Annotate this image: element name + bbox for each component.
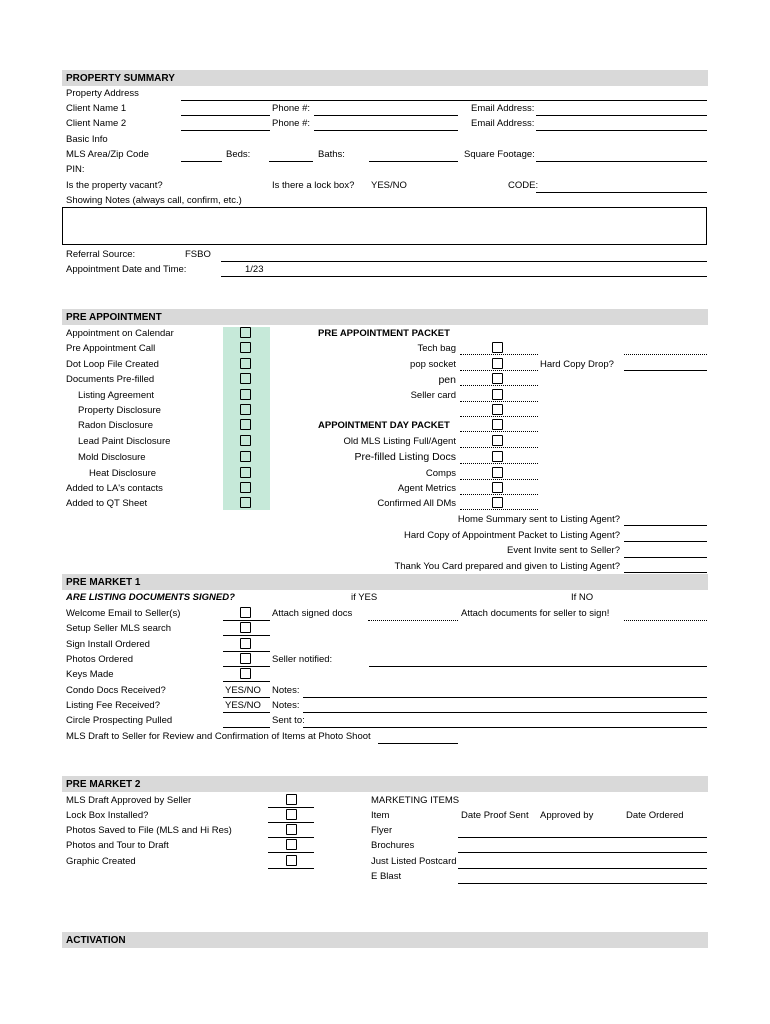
checkbox[interactable] (286, 809, 297, 820)
pre-appt-item: Added to LA's contacts (66, 483, 163, 494)
baths-field[interactable] (369, 161, 458, 162)
checkbox[interactable] (240, 342, 251, 353)
label-if-yes: if YES (351, 592, 378, 603)
property-address-field[interactable] (181, 100, 707, 101)
lockbox-yesno[interactable]: YES/NO (371, 180, 407, 191)
client-name-1-field[interactable] (181, 115, 270, 116)
label-property-address: Property Address (66, 88, 139, 99)
label-basic-info: Basic Info (66, 134, 108, 145)
mls-area-field[interactable] (181, 161, 222, 162)
pre-appt-item: Added to QT Sheet (66, 498, 148, 509)
pm1-item: Listing Fee Received? (66, 700, 160, 711)
pre-appt-item: Documents Pre-filled (66, 374, 155, 385)
checkbox[interactable] (240, 497, 251, 508)
col-header-item: Item (371, 810, 390, 821)
section-header-pre-appointment: PRE APPOINTMENT (62, 309, 708, 325)
label-hard-copy-drop: Hard Copy Drop? (540, 359, 614, 370)
packet-item: Seller card (410, 390, 456, 401)
referral-source-field[interactable] (221, 261, 707, 262)
checkbox[interactable] (286, 855, 297, 866)
square-footage-field[interactable] (536, 161, 707, 162)
label-client-name-1: Client Name 1 (66, 103, 127, 114)
label-appointment-date: Appointment Date and Time: (66, 264, 187, 275)
checkbox[interactable] (240, 419, 251, 430)
checkbox[interactable] (240, 467, 251, 478)
pm2-item: Graphic Created (66, 856, 136, 867)
pm1-item: Circle Prospecting Pulled (66, 715, 173, 726)
divider-line (624, 354, 707, 355)
checkbox[interactable] (286, 839, 297, 850)
checkbox[interactable] (492, 404, 503, 415)
showing-notes-box[interactable] (62, 207, 707, 245)
divider-line (460, 416, 538, 417)
answer-field[interactable] (624, 557, 707, 558)
label-showing-notes: Showing Notes (always call, confirm, etc.) (66, 195, 242, 206)
label-seller-notified: Seller notified: (272, 654, 333, 665)
answer-field[interactable] (624, 541, 707, 542)
question-home-summary: Home Summary sent to Listing Agent? (457, 514, 620, 525)
pm2-item: Photos and Tour to Draft (66, 840, 169, 851)
condo-docs-yesno[interactable]: YES/NO (225, 685, 261, 696)
section-header-property-summary: PROPERTY SUMMARY (62, 70, 708, 86)
checkbox[interactable] (240, 327, 251, 338)
checkbox[interactable] (240, 653, 251, 664)
pm1-item: MLS Draft to Seller for Review and Confirmation of Items at Photo Shoot (66, 731, 371, 742)
divider-line (223, 620, 270, 621)
marketing-item: Brochures (371, 840, 415, 851)
marketing-row-field[interactable] (458, 852, 707, 853)
code-field[interactable] (536, 192, 707, 193)
packet-item: Tech bag (417, 343, 456, 354)
checkbox[interactable] (240, 607, 251, 618)
checkbox[interactable] (492, 373, 503, 384)
checkbox[interactable] (240, 373, 251, 384)
day-packet-item: Confirmed All DMs (377, 498, 456, 509)
day-packet-item: Comps (425, 468, 456, 479)
marketing-row-field[interactable] (458, 868, 707, 869)
packet-item: pen (438, 374, 456, 386)
label-notes: Notes: (272, 685, 300, 696)
section-header-pre-market-2: PRE MARKET 2 (62, 776, 708, 792)
divider-line (223, 666, 270, 667)
col-header-approved: Approved by (540, 810, 594, 821)
label-square-footage: Square Footage: (464, 149, 535, 160)
hard-copy-drop-field[interactable] (624, 370, 707, 371)
divider-line (223, 635, 270, 636)
checkbox[interactable] (492, 451, 503, 462)
label-client-name-2: Client Name 2 (66, 118, 127, 129)
answer-field[interactable] (624, 572, 707, 573)
pm1-item: Photos Ordered (66, 654, 134, 665)
listing-fee-notes-field[interactable] (303, 712, 707, 713)
label-pin: PIN: (66, 164, 85, 175)
checkbox[interactable] (286, 794, 297, 805)
pre-appt-item: Listing Agreement (78, 390, 155, 401)
marketing-item: Flyer (371, 825, 393, 836)
checkbox[interactable] (240, 622, 251, 633)
divider-line (268, 822, 314, 823)
checkbox[interactable] (240, 451, 251, 462)
referral-source-value: FSBO (185, 249, 211, 260)
checkbox[interactable] (240, 638, 251, 649)
marketing-row-field[interactable] (458, 837, 707, 838)
pm1-item: Setup Seller MLS search (66, 623, 172, 634)
phone-1-field[interactable] (314, 115, 458, 116)
listing-fee-yesno[interactable]: YES/NO (225, 700, 261, 711)
checkbox[interactable] (240, 668, 251, 679)
section-header-activation: ACTIVATION (62, 932, 708, 948)
pre-appt-item: Radon Disclosure (78, 420, 153, 431)
seller-notified-field[interactable] (369, 666, 707, 667)
pre-appt-item: Property Disclosure (78, 405, 161, 416)
divider-line (268, 868, 314, 869)
divider-line (223, 697, 270, 698)
pre-appt-item: Heat Disclosure (89, 468, 157, 479)
sent-to-field[interactable] (303, 727, 707, 728)
label-attach-signed: Attach signed docs (272, 608, 353, 619)
divider-line (268, 837, 314, 838)
pre-appt-item: Mold Disclosure (78, 452, 146, 463)
pm1-item: Sign Install Ordered (66, 639, 150, 650)
client-name-2-field[interactable] (181, 130, 270, 131)
divider-line (460, 385, 538, 386)
divider-line (460, 509, 538, 510)
marketing-row-field[interactable] (458, 883, 707, 884)
divider-line (223, 651, 270, 652)
packet-item: pop socket (410, 359, 456, 370)
checkbox[interactable] (240, 482, 251, 493)
marketing-item: Just Listed Postcard (371, 856, 457, 867)
checkbox[interactable] (492, 389, 503, 400)
signed-question: ARE LISTING DOCUMENTS SIGNED? (66, 592, 235, 603)
marketing-items-title: MARKETING ITEMS (371, 795, 460, 806)
label-email-1: Email Address: (471, 103, 535, 114)
label-phone-2: Phone #: (272, 118, 311, 129)
label-attach-for-sign: Attach documents for seller to sign! (461, 608, 610, 619)
pm1-item: Keys Made (66, 669, 114, 680)
divider-line (460, 494, 538, 495)
section-header-pre-market-1: PRE MARKET 1 (62, 574, 708, 590)
checkbox[interactable] (492, 358, 503, 369)
checkbox[interactable] (492, 419, 503, 430)
question-event-invite: Event Invite sent to Seller? (506, 545, 620, 556)
checkbox[interactable] (492, 482, 503, 493)
divider-line (223, 712, 270, 713)
label-referral-source: Referral Source: (66, 249, 136, 260)
beds-field[interactable] (269, 161, 313, 162)
label-sent-to: Sent to: (272, 715, 305, 726)
condo-notes-field[interactable] (303, 697, 707, 698)
pre-appt-item: Pre Appointment Call (66, 343, 156, 354)
pre-appt-item: Dot Loop File Created (66, 359, 159, 370)
label-beds: Beds: (226, 149, 251, 160)
checkbox[interactable] (492, 342, 503, 353)
checkbox[interactable] (240, 389, 251, 400)
marketing-item: E Blast (371, 871, 402, 882)
day-packet-item: Pre-filled Listing Docs (354, 451, 456, 463)
attach-signed-field[interactable] (368, 620, 458, 621)
checkbox[interactable] (240, 404, 251, 415)
day-packet-item: Old MLS Listing Full/Agent (343, 436, 456, 447)
pre-appt-item: Lead Paint Disclosure (78, 436, 171, 447)
label-vacant: Is the property vacant? (66, 180, 163, 191)
pm2-item: Lock Box Installed? (66, 810, 149, 821)
divider-line (268, 807, 314, 808)
label-lockbox: Is there a lock box? (272, 180, 355, 191)
col-header-date-proof: Date Proof Sent (461, 810, 529, 821)
appointment-date-field[interactable] (221, 276, 707, 277)
divider-line (460, 447, 538, 448)
divider-line (460, 479, 538, 480)
checkbox[interactable] (492, 497, 503, 508)
label-email-2: Email Address: (471, 118, 535, 129)
label-code: CODE: (508, 180, 539, 191)
divider-line (223, 681, 270, 682)
divider-line (460, 463, 538, 464)
pm2-item: Photos Saved to File (MLS and Hi Res) (66, 825, 232, 836)
checkbox[interactable] (492, 467, 503, 478)
col-header-date-ordered: Date Ordered (626, 810, 684, 821)
divider-line (460, 401, 538, 402)
label-mls-area: MLS Area/Zip Code (66, 149, 149, 160)
question-hard-copy: Hard Copy of Appointment Packet to Listing Agent? (404, 530, 620, 541)
divider-line (223, 727, 270, 728)
label-phone-1: Phone #: (272, 103, 311, 114)
attach-for-sign-field[interactable] (624, 620, 707, 621)
day-packet-item: Agent Metrics (397, 483, 456, 494)
divider-line (460, 354, 538, 355)
email-2-field[interactable] (536, 130, 707, 131)
appointment-date-value: 1/23 (245, 264, 264, 275)
question-thank-you: Thank You Card prepared and given to Listing Agent? (394, 561, 620, 572)
divider-line (460, 431, 538, 432)
phone-2-field[interactable] (314, 130, 458, 131)
appointment-day-packet-title: APPOINTMENT DAY PACKET (318, 420, 450, 431)
checkbox[interactable] (286, 824, 297, 835)
pm2-item: MLS Draft Approved by Seller (66, 795, 192, 806)
checkbox[interactable] (240, 358, 251, 369)
pre-appt-item: Appointment on Calendar (66, 328, 174, 339)
checkbox[interactable] (240, 435, 251, 446)
answer-field[interactable] (624, 525, 707, 526)
label-notes: Notes: (272, 700, 300, 711)
pre-appointment-packet-title: PRE APPOINTMENT PACKET (318, 328, 450, 339)
pm1-item: Welcome Email to Seller(s) (66, 608, 181, 619)
divider-line (460, 370, 538, 371)
email-1-field[interactable] (536, 115, 707, 116)
checkbox[interactable] (492, 435, 503, 446)
label-baths: Baths: (318, 149, 345, 160)
mls-draft-field[interactable] (378, 743, 458, 744)
divider-line (268, 852, 314, 853)
pm1-item: Condo Docs Received? (66, 685, 166, 696)
label-if-no: If NO (571, 592, 594, 603)
